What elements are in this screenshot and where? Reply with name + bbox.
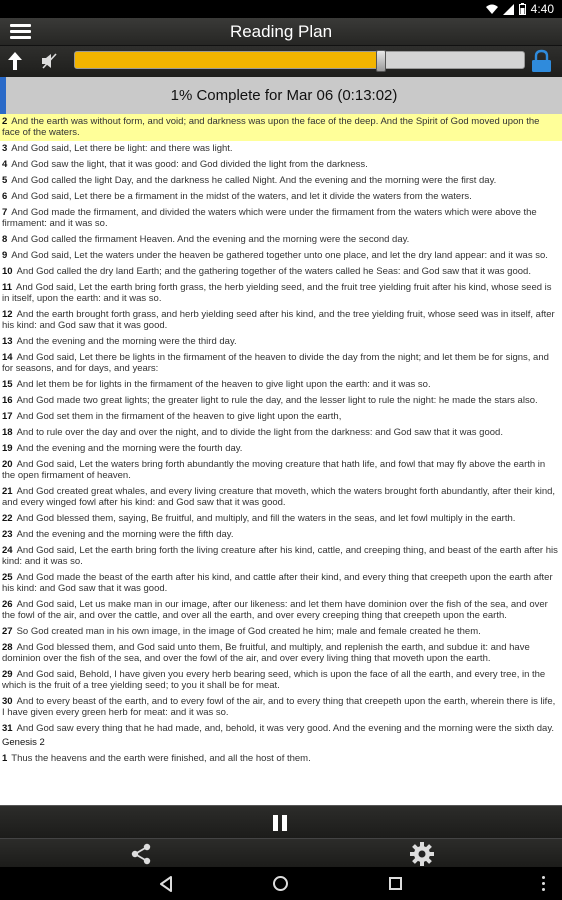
verse[interactable] (0, 232, 562, 248)
verse-text: And God created great whales, and every living creature that moveth, which the waters brought forth abundantly, after their kind, and every winged fowl after his kind: and God saw that it was good. (2, 486, 556, 508)
verse[interactable] (0, 511, 562, 527)
verse[interactable] (0, 307, 562, 334)
chapter-heading: Genesis 2 (2, 737, 45, 748)
verse[interactable] (0, 484, 562, 511)
verse-number: 11 (2, 282, 13, 293)
back-icon[interactable] (157, 875, 175, 893)
verse-number: 12 (2, 309, 13, 320)
share-icon[interactable] (130, 843, 152, 865)
verse-text: Thus the heavens and the earth were finished, and all the host of them. (11, 753, 311, 764)
system-nav-bar (0, 867, 562, 900)
verse[interactable] (0, 409, 562, 425)
verse-number: 21 (2, 486, 13, 497)
verse[interactable] (0, 334, 562, 350)
verse-text: So God created man in his own image, in the image of God created he him; male and female created he them. (16, 626, 481, 637)
verse-text: And God made two great lights; the greater light to rule the day, and the lesser light to rule the night: he made the stars also. (16, 395, 538, 406)
verse-text: And God called the dry land Earth; and the gathering together of the waters called he Seas: and God saw that it was good. (16, 266, 531, 277)
lock-icon[interactable] (531, 49, 552, 73)
verse-text: And God said, Let the waters under the heaven be gathered together unto one place, and let the dry land appear: and it was so. (11, 250, 548, 261)
verse-number: 29 (2, 669, 13, 680)
verse-text: And God saw the light, that it was good: and God divided the light from the darkness. (11, 159, 368, 170)
verse-number: 28 (2, 642, 13, 653)
verse-number: 3 (2, 143, 8, 154)
verse[interactable] (0, 393, 562, 409)
gear-icon[interactable] (410, 842, 434, 866)
playback-bar (0, 805, 562, 838)
verse[interactable] (0, 441, 562, 457)
verse-text: And God blessed them, saying, Be fruitful, and multiply, and fill the waters in the seas, and let fowl multiply in the earth. (16, 513, 516, 524)
progress-thumb[interactable] (376, 50, 386, 72)
pause-icon[interactable] (273, 815, 287, 831)
verse-text: And God said, Let the earth bring forth the living creature after his kind, cattle, and creeping thing, and beast of the earth after his kind: and it was so. (2, 545, 558, 567)
verse-text: And God blessed them, and God said unto them, Be fruitful, and multiply, and replenish the earth, and subdue it: and have dominion over the fish of the sea, and over the fowl of the air, and over every living thing that moveth upon the earth. (2, 642, 530, 664)
verse-number: 2 (2, 116, 8, 127)
progress-fill (75, 52, 380, 68)
progress-banner (0, 77, 562, 114)
action-bar (0, 838, 562, 867)
verse-number: 7 (2, 207, 8, 218)
verse[interactable] (0, 597, 562, 624)
verse-text: And God said, Let us make man in our image, after our likeness: and let them have dominion over the fish of the sea, and over the fowl of the air, and over the cattle, and over all the earth, and over every creeping thing that creepeth upon the earth. (2, 599, 548, 621)
verse[interactable] (0, 457, 562, 484)
verse-text: And God set them in the firmament of the heaven to give light upon the earth, (16, 411, 342, 422)
verse-number: 14 (2, 352, 13, 363)
verse[interactable] (0, 425, 562, 441)
verse-number: 8 (2, 234, 8, 245)
verse-text: And the evening and the morning were the fourth day. (16, 443, 243, 454)
clock: 4:40 (530, 2, 554, 16)
mute-icon[interactable] (40, 52, 58, 70)
verse-number: 31 (2, 723, 13, 734)
page-title: Reading Plan (229, 22, 333, 41)
verse-text: And God saw every thing that he had made, and, behold, it was very good. And the evening and the morning were the sixth day. (16, 723, 555, 734)
verse[interactable] (0, 543, 562, 570)
verse-text: And God said, Let there be lights in the firmament of the heaven to divide the day from the night; and let them be for signs, and for seasons, and for days, and years: (2, 352, 549, 374)
verse-text: And the earth was without form, and void; and darkness was upon the face of the deep. And the Spirit of God moved upon the face of the waters. (2, 116, 540, 138)
verse-number: 10 (2, 266, 13, 277)
verse-text: And God said, Behold, I have given you every herb bearing seed, which is upon the face of all the earth, and every tree, in the which is the fruit of a tree yielding seed; to you it shall be for meat. (2, 669, 546, 691)
verse[interactable] (0, 667, 562, 694)
verse[interactable] (0, 350, 562, 377)
scripture-text[interactable] (0, 114, 562, 805)
verse-number: 24 (2, 545, 13, 556)
verse-text: And God said, Let the waters bring forth abundantly the moving creature that hath life, and fowl that may fly above the earth in the open firmament of heaven. (2, 459, 546, 481)
verse-number: 23 (2, 529, 13, 540)
verse[interactable] (0, 173, 562, 189)
verse-number: 26 (2, 599, 13, 610)
home-icon[interactable] (273, 876, 288, 891)
verse-number: 13 (2, 336, 13, 347)
recent-apps-icon[interactable] (389, 877, 402, 890)
player-controls (0, 46, 562, 77)
verse-text: And God called the light Day, and the darkness he called Night. And the evening and the morning were the first day. (11, 175, 497, 186)
verse-text: And God said, Let there be light: and there was light. (11, 143, 233, 154)
verse-text: And to rule over the day and over the night, and to divide the light from the darkness: and God saw that it was good. (16, 427, 503, 438)
verse-text: And God said, Let the earth bring forth grass, the herb yielding seed, and the fruit tree yielding fruit after his kind, whose seed is in itself, upon the earth: and it was so. (2, 282, 552, 304)
verse-number: 17 (2, 411, 13, 422)
verse-number: 15 (2, 379, 13, 390)
verse-number: 22 (2, 513, 13, 524)
verse[interactable] (0, 248, 562, 264)
progress-summary: 1% Complete for Mar 06 (0:13:02) (170, 87, 398, 104)
status-bar (0, 0, 562, 18)
verse-text: And the evening and the morning were the third day. (16, 336, 237, 347)
wifi-icon (486, 4, 498, 15)
verse[interactable] (0, 114, 562, 141)
verse-number: 16 (2, 395, 13, 406)
verse-text: And God called the firmament Heaven. And the evening and the morning were the second day. (11, 234, 410, 245)
verse[interactable] (0, 640, 562, 667)
verse[interactable] (0, 527, 562, 543)
verse[interactable] (0, 264, 562, 280)
verse-number: 27 (2, 626, 13, 637)
verse[interactable] (0, 189, 562, 205)
verse[interactable] (0, 377, 562, 393)
progress-slider[interactable] (74, 51, 525, 69)
verse[interactable] (0, 280, 562, 307)
verse[interactable] (0, 751, 562, 767)
verse-text: And let them be for lights in the firmament of the heaven to give light upon the earth: and it was so. (16, 379, 431, 390)
verse-number: 5 (2, 175, 8, 186)
arrow-up-icon[interactable] (6, 51, 24, 71)
verse[interactable] (0, 205, 562, 232)
app-bar (0, 18, 562, 46)
verse[interactable] (0, 694, 562, 721)
verse[interactable] (0, 141, 562, 157)
verse-text: And the evening and the morning were the fifth day. (16, 529, 234, 540)
verse-number: 20 (2, 459, 13, 470)
verse-number: 6 (2, 191, 8, 202)
verse-number: 19 (2, 443, 13, 454)
verse[interactable] (0, 157, 562, 173)
verse[interactable] (0, 624, 562, 640)
verse-text: And God made the firmament, and divided the waters which were under the firmament from the waters which were above the firmament: and it was so. (2, 207, 537, 229)
verse-number: 30 (2, 696, 13, 707)
verse[interactable] (0, 570, 562, 597)
verse-number: 1 (2, 753, 8, 764)
more-options-icon[interactable] (542, 876, 546, 892)
verse-text: And God said, Let there be a firmament in the midst of the waters, and let it divide the waters from the waters. (11, 191, 472, 202)
verse-text: And God made the beast of the earth after his kind, and cattle after their kind, and every thing that creepeth upon the earth after his kind: and God saw that it was good. (2, 572, 553, 594)
verse-number: 4 (2, 159, 8, 170)
verse-number: 25 (2, 572, 13, 583)
battery-icon (519, 3, 526, 15)
signal-icon (503, 4, 514, 15)
verse-text: And to every beast of the earth, and to every fowl of the air, and to every thing that creepeth upon the earth, wherein there is life, I have given every green herb for meat: and it was so. (2, 696, 556, 718)
verse[interactable] (0, 721, 562, 737)
verse-number: 9 (2, 250, 8, 261)
verse-number: 18 (2, 427, 13, 438)
verse-text: And the earth brought forth grass, and herb yielding seed after his kind, and the tree yielding fruit, whose seed was in itself, after his kind: and God saw that it was good. (2, 309, 555, 331)
